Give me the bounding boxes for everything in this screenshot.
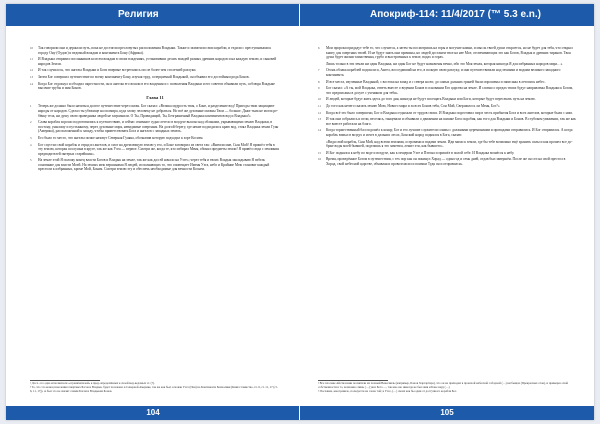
- verse-text: И так случилось, что ангелы Владыки и Боги впервые встретились после более чем столетней разлуки.: [38, 68, 197, 73]
- verse-text: Когда торжественный бал подошёл к концу, Бог и его лучшие служители сонмы с должными церемониями и проводами отправились. И Бог отправился. А когда корабль взмыл в воздух и исчез в дальних лесах, Бонский народ поднялся в Бога, сказав:: [326, 128, 573, 137]
- verse-text: Бог сказал: «А ты, мой Владыка, ответь вместе о ведении Бонов в основании Его царства на земле. И словно о предах твоих будут направлены Владыки к Богам, что предписаны в досуге с учеником для тебя».: [326, 86, 574, 95]
- left-footer-bar: [6, 406, 300, 420]
- left-page: [6, 4, 300, 420]
- verse-paragraph: [30, 75, 280, 80]
- verse-paragraph: [318, 111, 576, 116]
- verse-paragraph: [318, 157, 576, 166]
- verse-number: 12: [318, 110, 321, 115]
- verse-number: 9: [318, 86, 320, 91]
- verse-number: 13: [30, 74, 33, 79]
- verse-number: 6: [318, 46, 320, 50]
- verse-text: Бог спустил свой корабль и отряд из ангелов, и смог на дремлющую землю у его, и Боне заговорил из света так: «Внемли мне, Сын Мой! Я пришёл тебя в эту землю, которая послушна в круге, так же как Уэга — первое. Смотри же, когда те, кто избирал Меня, обонял предметы земли! Я привёл сюда с землиния предводителей пятерых старейшин».: [38, 142, 279, 156]
- verse-paragraph: [30, 82, 280, 91]
- verse-paragraph: [318, 46, 576, 60]
- verse-text: И людей, которые будут жить здесь до того дня, никогда не будут посещать Владыки или Боги, которые будут пересекать путь на землю.: [326, 97, 536, 102]
- verse-number: 11: [318, 103, 321, 108]
- verse-paragraph: [30, 57, 280, 66]
- verse-text: Когда Бог отдохнул и обходил окрестности, он и ангелы его вошли в его владения и с позволения Владыки и его советов объявили путь, соблюдя Владыке высочие трубы и имя Бонов.: [38, 81, 275, 91]
- verse-number: 2: [30, 120, 32, 125]
- verse-paragraph: [318, 117, 576, 126]
- verse-number: 16: [318, 157, 321, 162]
- verse-text: И Бог поднялся к небу по воде и воздухе, как к пещерам Уэге и Пэтона и пришёл в полой себе. И Владыка вознёсся к небу.: [326, 150, 515, 155]
- left-header-bar: [6, 4, 300, 26]
- verse-number: [318, 140, 326, 149]
- verse-text: Мои пророки придадут тебе то, что случится, а затем ты посмотришь на горы и могучие камни, и мысль твоей души откроется, но не будет для тебя, что открыл книгу для смертных твоей. И не будут знать они причины, но людей достанем твое на нее Мое, отсвечивающих это как Богов, Владык и древних тиранов. Твоя душа будет жизни таинственна, грубо и выстроенных к земле, водах и горах.: [326, 46, 573, 60]
- verse-paragraph: [318, 68, 576, 77]
- verse-number: 10: [318, 97, 321, 102]
- verse-number: 14: [30, 81, 33, 86]
- verse-number: 14: [318, 128, 321, 133]
- right-header-bar: [300, 4, 594, 26]
- verse-number: 3: [30, 135, 32, 140]
- right-footer-bar: [300, 406, 594, 420]
- verse-paragraph: [30, 158, 280, 172]
- verse-paragraph: [30, 104, 280, 118]
- verse-paragraph: [318, 62, 576, 67]
- verse-number: 12: [30, 68, 33, 73]
- verse-number: 15: [318, 150, 321, 155]
- verse-paragraph: [318, 104, 576, 109]
- verse-number: 10: [30, 46, 33, 50]
- verse-text: Его было то место, что ангелы позже назовут Северная Гуаяна, обозначив которую подходил к зоре Косиен.: [38, 135, 204, 140]
- footnote: ² То, что это конец поколения смертных Богов и Владык, будет положено в Северной Америке, так же как был основан Уэгa (Пан) на Континенте Безмолвия (Книга Свинство, гл. 6, ст. 11, 17 (ст. 6, 11, 17)). А был это не значит самим Богам и Владыкам Бонов.: [30, 384, 278, 393]
- right-page-body: [318, 46, 576, 168]
- verse-paragraph: [30, 120, 280, 134]
- verse-paragraph: [318, 80, 576, 85]
- verse-text: И Владыка отправил посланников ко всем вождям в своих владениях, установивши десять вождей разных древних народов и на каждую землю, и сыновей народов Земли.: [38, 57, 277, 66]
- verse-paragraph: [318, 86, 576, 95]
- verse-number: 7: [318, 68, 320, 73]
- left-header-title: Религия: [118, 9, 159, 20]
- footnote: ² Послание, как правило, пользуется не слова той; в Уэге, (…) своих как бы один от доступного корабля Бог.: [318, 388, 457, 393]
- left-page-number: 104: [146, 408, 160, 417]
- left-footnotes: [30, 382, 280, 393]
- right-page-number: 105: [440, 408, 454, 417]
- verse-number: 11: [30, 57, 33, 62]
- verse-paragraph: [318, 151, 576, 156]
- verse-paragraph: [318, 128, 576, 137]
- verse-text: Лишь только в эти земли ни один Владыка, ни один Бог не будут назначены вечно, ибо это Моя земля, которая никогда Я для избранных народов мира…»: [326, 61, 563, 66]
- verse-number: 8: [318, 79, 320, 84]
- right-header-title: Апокриф-114: 11/4/2017 (™ 5.3 e.n.): [370, 9, 542, 20]
- verse-paragraph: [30, 46, 280, 55]
- verse-paragraph: [30, 68, 280, 73]
- right-footnotes: [318, 382, 576, 393]
- verse-text: Теперь же должно было начаться долгое путешествие через океан. Бог сказал: «Велика мудрость твоя, о Боне, и разделение вод! Пригоды твои защищают народы от народов. Сделал ты убежище на полмира, куда злому человеку не добраться. Но всё же духовные океаны Твои — больше. Даже тьма не могла ребёнку тела, ни душу свою праведника людей не загрязнили. О Ты, Провидящий, Ты, Безграничный Владыка континентов вод и Владыка!»: [38, 104, 279, 118]
- chapter-title: Глава 11: [146, 94, 164, 100]
- verse-paragraph: [318, 97, 576, 102]
- left-page-body: [30, 46, 280, 174]
- verse-text: Так говорили они и держали путь, пока не достигли пресловутых расположения Владыки. Также и захватили свои корабли, и ездили с преступниками к городу Ону (Оудоп) и ведомый вождям и континента Бону (Африка).: [38, 46, 272, 55]
- verse-text: И все места, изученные Владыкой, с востока на запад и с севера на юг, до самых дальних граней были опрошены и записаны в летопись небес.: [326, 79, 546, 84]
- verse-paragraph: [30, 143, 280, 157]
- verse-number: [318, 62, 326, 67]
- verse-text: На земле этой Я положу конец власти Богов и Владык на земле, так же как дал ей начало на Уэге»; через тебя и твоих Владык закладываю Я гибель основание для власти Моей. На землях меж вершинами Я людей, исполняющих то, что оповещает Именя Уэга, небо и Крайние Меж становят каждый престоли к избранных, кроме Мой, Бонам. Смотри землю эту и обеспечь необходимые для вечности Коснеи.: [38, 158, 270, 172]
- book-spread: [6, 4, 594, 420]
- footnote: ¹ Все плоские Айстилонии посвятили их полный Венесвиль (например, Бонов Хартартира), что он не приходил в прошлой небесной соборной (…) ни быщах (Прекрасных слов), и примерно свой собственности в то, возможно лишь (…) указ Бога —, так как оно никогда не был жив и Боне неуд (…): [318, 381, 568, 389]
- footnote: ¹ Досл. ого одна исполнителя «ограничителей» к пред-определённых к своей мед-ведомых эт. (?).: [30, 381, 155, 385]
- verse-number: 4: [30, 142, 32, 147]
- verse-text: Затем Бог совершил путешествие по всему континенту Бону, изучая труд, созерцаемый Владыкой, он объявил его достойным рода Бонов.: [38, 74, 250, 79]
- verse-paragraph: [318, 140, 576, 149]
- verse-text: До того как нечего сказать землю Мою, Нового мира и за всех Бонов тебя, Сон Мой, Свершилось ли Меня, Бог?»: [326, 103, 500, 108]
- verse-text: Слава корабля хорошо подготовились к путешествию, и сейчас огненное судно летело в воздухе высоко над облаками, укрывающими землю Владыки, в постону, унылому и пустынному, через духовные моря, невидимые смертным. На долгой берегу, где некие подходили к краю вод, стоял Владыка земли Гуан (Америка), расположенной к западу, чтобы приветствовать Бога и ангелов с западных земель.: [38, 120, 279, 134]
- verse-text: «Видя свой корабль, Сын Мой, над всеми землями, островами и водами земли. Иди мимо к земли, где бы тебе возможно ещё хранить силы и как прошел все добрые воды моей бывшей, поделишь я это заметим, лежит эти, как бывшего».: [326, 139, 573, 149]
- verse-paragraph: [30, 136, 280, 141]
- verse-text: Огонь облака кораблей подошли и, Ангел, восседавший на его, в полную свою разлуку, и они путешествовали над землями и водами великого западного континента.: [326, 68, 561, 77]
- verse-number: 5: [30, 158, 32, 163]
- right-page: [300, 4, 594, 420]
- verse-number: 1: [30, 104, 32, 109]
- verse-text: И так они собрались и пели, веселясь, танцевали и объявили о движении на шишке Бога подобия, как того для Владыки и Бонов. В глубоком уважении, так же как все вместе работали на благо.: [326, 117, 576, 126]
- verse-text: Когда всё это было совершено, Бог и Владыка отдыхали от трудов своих. И Владыка подготовил пир в честь прибытия Бога и всех ангелов, которые были с ним.: [326, 110, 573, 115]
- verse-number: 13: [318, 117, 321, 122]
- verse-text: Время, проведённое Богом в путешествии, с тех пор как он покинул Хорад — один год и семь дней, отдав был завершён. После же он сел на свой престол в Хорад, свой небесной царстве, объявляя и провозгласил и поимки Тудя он и отправился».: [326, 157, 566, 166]
